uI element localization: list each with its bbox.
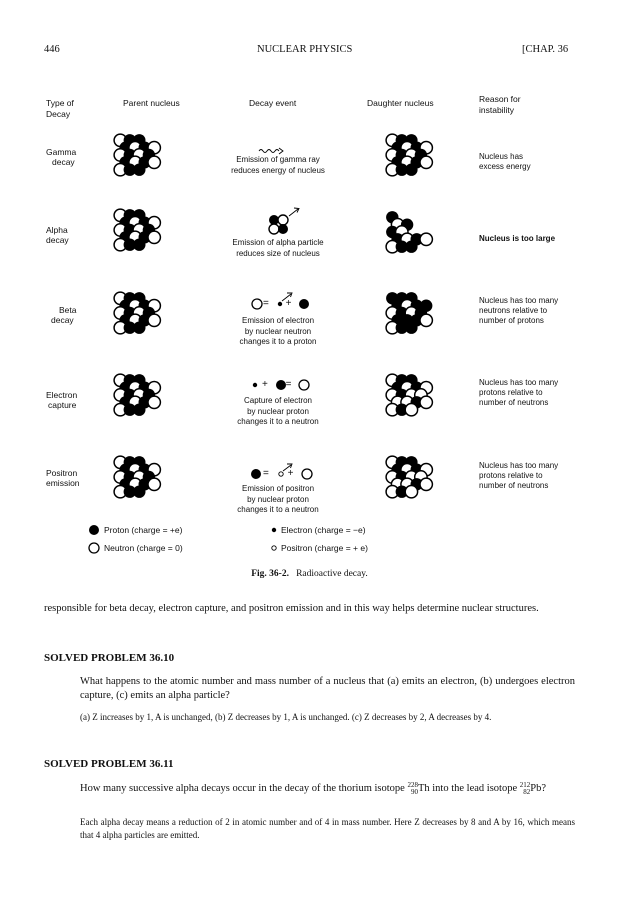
col-header-event: Decay event (249, 98, 297, 108)
proton (133, 322, 145, 334)
row-label-gamma: Gamma decay (46, 147, 77, 167)
positron-legend-icon (272, 546, 276, 550)
running-title: NUCLEAR PHYSICS (257, 44, 353, 55)
body-paragraph: responsible for beta decay, electron capture, and positron emission and in this way helps determine nuclear structures. (44, 603, 539, 614)
gamma-ray-arrow-icon (259, 148, 283, 154)
daughter-nucleus-alpha (386, 211, 432, 253)
figure-caption: Fig. 36-2. Radioactive decay. (251, 569, 368, 579)
problem-36-11-answer: Each alpha decay means a reduction of 2 in atomic number and of 4 in mass number. Here Z decreases by 8 and A by 16, which means that 4 alpha particles are emitted. (80, 817, 575, 840)
parent-nucleus-3 (114, 374, 160, 416)
problem-36-10-answer: (a) Z increases by 1, A is unchanged, (b) Z decreases by 1, A is unchanged. (c) Z decreases by 2, A decreases by 4. (80, 712, 492, 722)
chapter-label: [CHAP. 36 (522, 44, 569, 55)
th-isotope-indices: 228 90 (407, 780, 418, 796)
col-header-parent: Parent nucleus (123, 98, 180, 108)
parent-nucleus-2 (114, 292, 160, 334)
proton (133, 239, 145, 251)
alpha-particle-icon (269, 208, 299, 234)
reason-electron-capture: Nucleus has too many protons relative to number of neutrons (479, 378, 559, 407)
neutron (148, 396, 160, 408)
pb-isotope-indices: 212 82 (519, 780, 531, 796)
row-label-electron-capture: Electron capture (46, 390, 78, 410)
caption-alpha: Emission of alpha particle reduces size of nucleus (232, 238, 324, 258)
reason-alpha: Nucleus is too large (479, 234, 556, 243)
col-header-type: Type of Decay (46, 98, 74, 119)
legend-electron: Electron (charge = −e) (281, 525, 366, 535)
reason-beta: Nucleus has too many neutrons relative to number of protons (479, 296, 559, 325)
proton-legend-icon (89, 525, 99, 535)
page-number: 446 (44, 44, 60, 55)
neutron (405, 404, 417, 416)
caption-electron-capture: Capture of electron by nuclear proton changes it to a neutron (237, 396, 319, 426)
col-header-daughter: Daughter nucleus (367, 98, 434, 108)
neutron (420, 156, 432, 168)
electron-legend-icon (272, 528, 276, 532)
parent-nucleus-1 (114, 209, 160, 251)
row-label-positron: Positron emission (46, 468, 80, 488)
neutron (420, 396, 432, 408)
neutron (148, 231, 160, 243)
reason-gamma: Nucleus has excess energy (479, 152, 531, 171)
neutron (148, 478, 160, 490)
legend-neutron: Neutron (charge = 0) (104, 543, 183, 553)
problem-36-11-question: How many successive alpha decays occur in the decay of the thorium isotope 228 90 Th into the lead isotope 212 82 Pb? (80, 780, 546, 796)
proton (133, 164, 145, 176)
daughter-nucleus-gamma (386, 134, 432, 176)
col-header-reason: Reason for instability (479, 94, 521, 115)
row-label-alpha: Alpha decay (46, 225, 69, 245)
equation-beta: = + (263, 298, 292, 309)
problem-36-11-heading: SOLVED PROBLEM 36.11 (44, 758, 174, 770)
neutron (148, 156, 160, 168)
daughter-nucleus-positron (386, 456, 432, 498)
neutron (420, 314, 432, 326)
legend-proton: Proton (charge = +e) (104, 525, 183, 535)
parent-nucleus-0 (114, 134, 160, 176)
proton (405, 164, 417, 176)
equation-positron: = + (263, 468, 294, 479)
proton (133, 486, 145, 498)
legend-positron: Positron (charge = + e) (281, 543, 368, 553)
neutron (148, 314, 160, 326)
parent-nucleus-4 (114, 456, 160, 498)
proton (405, 241, 417, 253)
neutron (405, 486, 417, 498)
problem-36-10-question: What happens to the atomic number and mass number of a nucleus that (a) emits an electron, (b) undergoes electron capture, (c) emits an alpha particle? (80, 676, 575, 701)
neutron (420, 233, 432, 245)
equation-capture: + = (262, 379, 292, 390)
reason-positron: Nucleus has too many protons relative to number of neutrons (479, 461, 559, 490)
neutron (420, 478, 432, 490)
caption-positron: Emission of positron by nuclear proton changes it to a neutron (237, 484, 319, 514)
caption-beta: Emission of electron by nuclear neutron changes it to a proton (239, 316, 317, 346)
proton (405, 322, 417, 334)
row-label-beta: Beta decay (51, 305, 77, 325)
neutron-legend-icon (89, 543, 99, 553)
daughter-nucleus-beta (386, 292, 432, 334)
problem-36-10-heading: SOLVED PROBLEM 36.10 (44, 652, 175, 664)
daughter-nucleus-capture (386, 374, 432, 416)
proton (133, 404, 145, 416)
caption-gamma: Emission of gamma ray reduces energy of nucleus (231, 155, 325, 175)
